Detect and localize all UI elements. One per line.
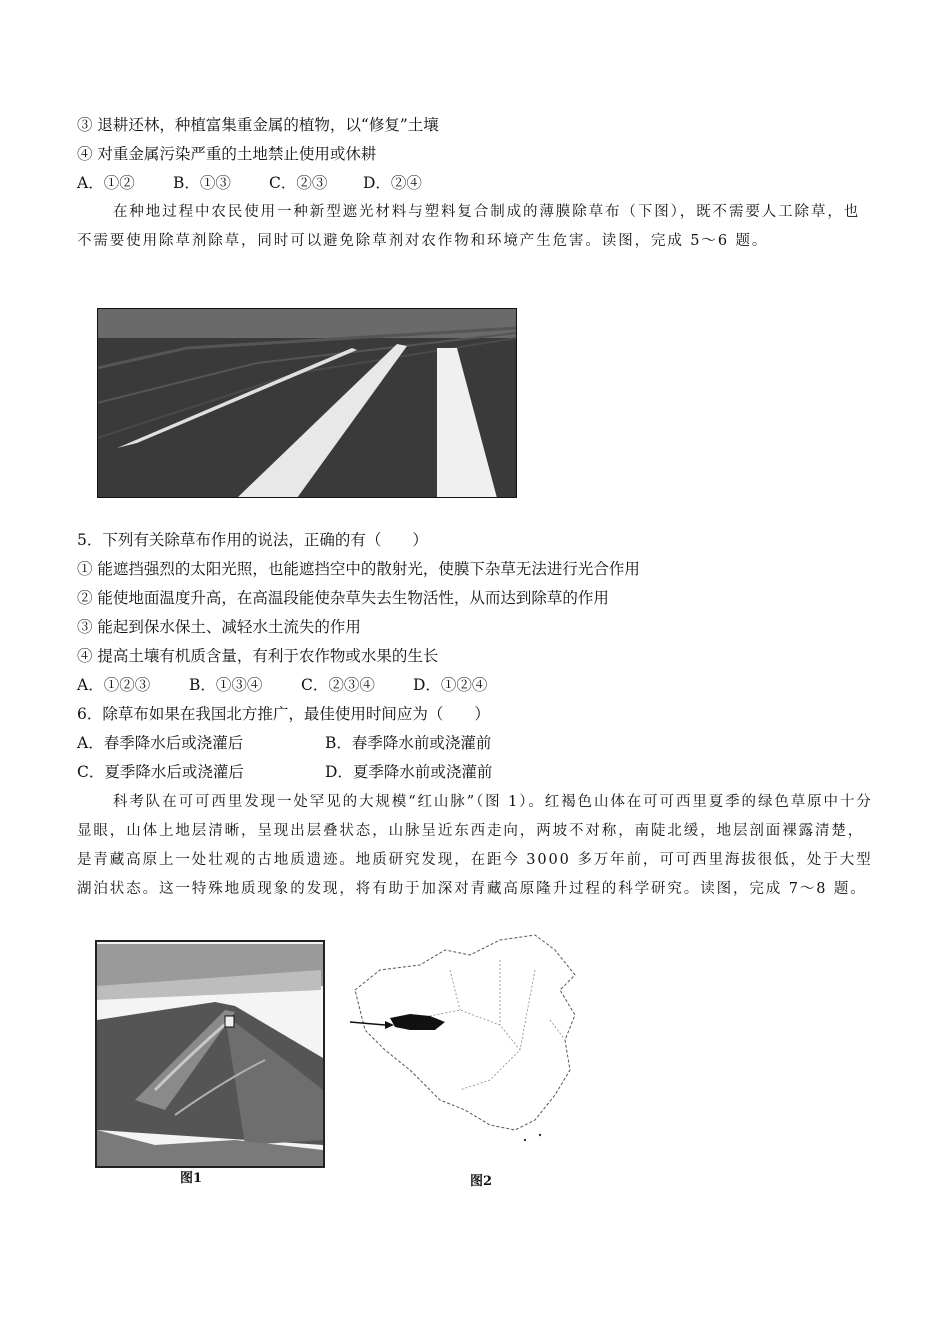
- option-c: C．夏季降水后或浇灌后: [77, 763, 244, 781]
- option-b: B．①③: [173, 174, 231, 192]
- option-b: B．春季降水前或浇灌前: [325, 734, 492, 752]
- q6-stem: 6．除草布如果在我国北方推广，最佳使用时间应为（ ）: [77, 705, 490, 723]
- option-a: A．春季降水后或浇灌后: [77, 734, 244, 752]
- q5-item-3: ③ 能起到保水保土、减轻水土流失的作用: [77, 618, 361, 636]
- fig2-caption: 图2: [470, 1174, 493, 1189]
- item-4: ④ 对重金属污染严重的土地禁止使用或休耕: [77, 145, 377, 163]
- q5-options: [77, 675, 487, 695]
- red-mountain-photo: [95, 940, 325, 1168]
- option-a: A．①②③: [77, 676, 151, 694]
- q6-options-row2: [77, 762, 492, 782]
- option-a: A．①②: [77, 174, 135, 192]
- fig1-caption: 图1: [180, 1171, 203, 1186]
- option-d: D．夏季降水前或浇灌前: [325, 763, 493, 781]
- option-c: C．②③④: [301, 676, 375, 694]
- weed-barrier-photo: [97, 308, 517, 498]
- q5-item-2: ② 能使地面温度升高，在高温段能使杂草失去生物活性，从而达到除草的作用: [77, 589, 609, 607]
- q6-options-row1: [77, 733, 491, 753]
- option-d: D．①②④: [413, 676, 488, 694]
- item-3: ③ 退耕还林，种植富集重金属的植物，以“修复”土壤: [77, 116, 439, 134]
- q5-stem: 5．下列有关除草布作用的说法，正确的有（ ）: [77, 531, 428, 549]
- q5-item-4: ④ 提高土壤有机质含量，有利于农作物或水果的生长: [77, 647, 439, 665]
- china-map: [350, 930, 590, 1152]
- intro-paragraph-5-6: 在种地过程中农民使用一种新型遮光材料与塑料复合制成的薄膜除草布（下图），既不需要人工除草，也不需要使用除草剂除草，同时可以避免除草剂对农作物和环境产生危害。读图，完成 5～6 题。: [77, 204, 861, 249]
- option-d: D．②④: [363, 174, 422, 192]
- option-b: B．①③④: [189, 676, 263, 694]
- option-c: C．②③: [269, 174, 328, 192]
- intro-paragraph-7-8: 科考队在可可西里发现一处罕见的大规模“红山脉”（图 1）。红褐色山体在可可西里夏季的绿色草原中十分显眼，山体上地层清晰，呈现出层叠状态，山脉呈近东西走向，两坡不对称，南陡北缓，地层剖面裸露清楚，是青藏高原上一处壮观的古地质遗迹。地质研究发现，在距今 3000 多万年前，可可西里海拔很低，处于大型湖泊状态。这一特殊地质现象的发现，将有助于加深对青藏高原隆升过程的科学研究。读图，完成 7～8 题。: [77, 794, 873, 897]
- q5-item-1: ① 能遮挡强烈的太阳光照，也能遮挡空中的散射光，使膜下杂草无法进行光合作用: [77, 560, 640, 578]
- options-q4: [77, 173, 422, 193]
